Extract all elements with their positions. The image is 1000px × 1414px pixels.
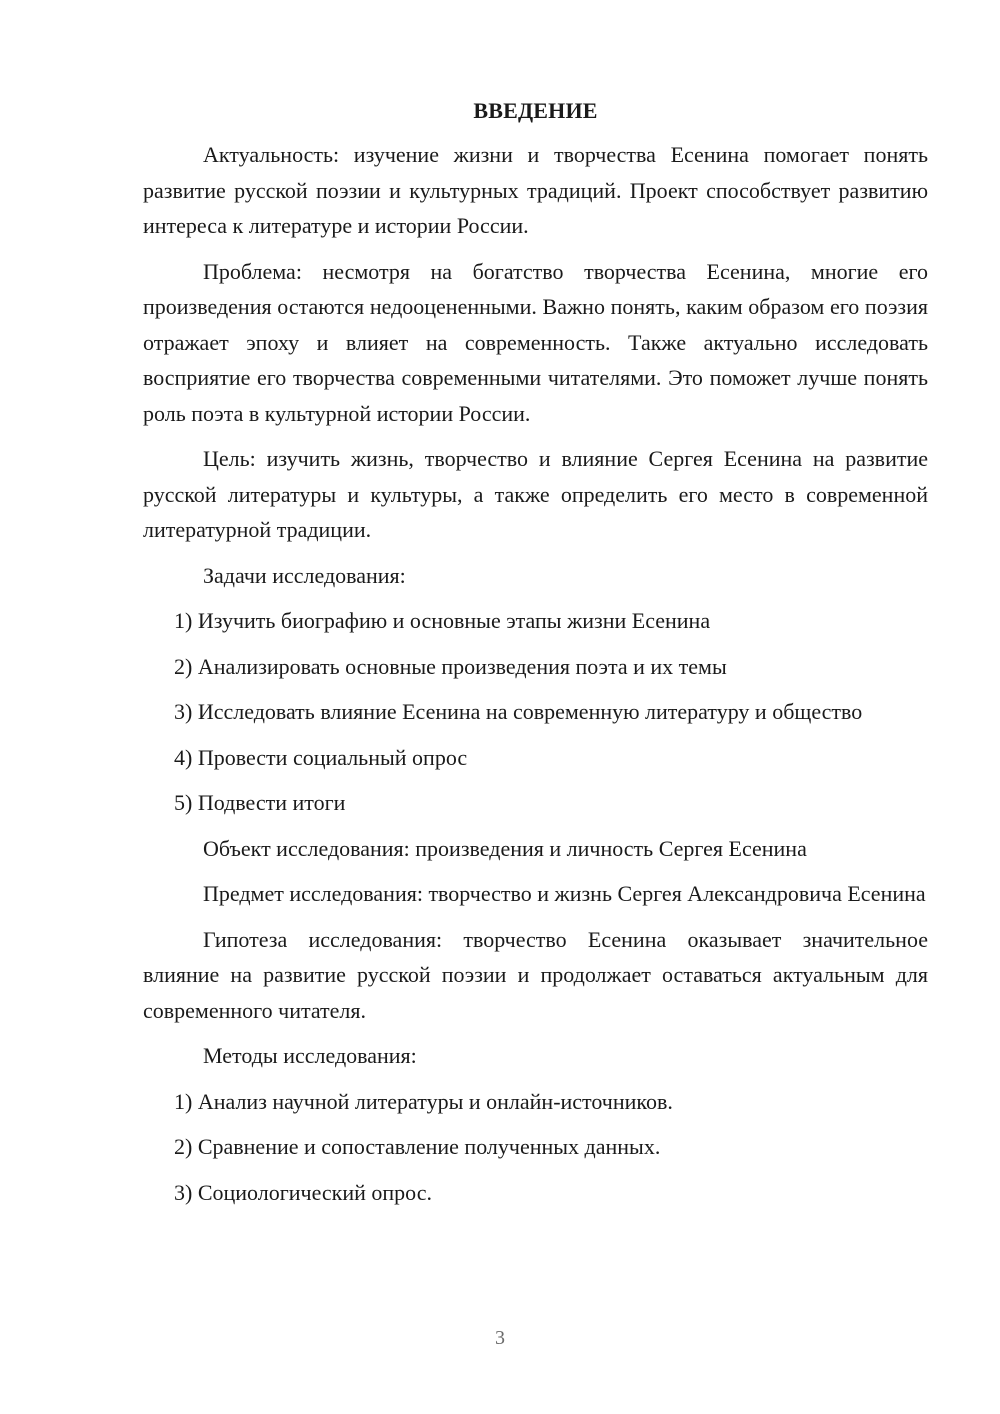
method-item: 1) Анализ научной литературы и онлайн-источников.	[174, 1088, 673, 1114]
object-paragraph: Объект исследования: произведения и личность Сергея Есенина	[203, 835, 807, 861]
tasks-heading: Задачи исследования:	[203, 562, 406, 588]
methods-heading: Методы исследования:	[203, 1043, 417, 1068]
goal-paragraph: Цель: изучить жизнь, творчество и влияние Сергея Есенина на развитие русской литературы и культуры, а также определить его место в современной литературной традиции.	[143, 446, 928, 542]
page-number: 3	[495, 1327, 505, 1349]
hypothesis-paragraph: Гипотеза исследования: творчество Есенина оказывает значительное влияние на развитие русской поэзии и продолжает оставаться актуальным для современного читателя.	[143, 926, 928, 1023]
task-item: 4) Провести социальный опрос	[174, 744, 468, 770]
problem-paragraph: Проблема: несмотря на богатство творчества Есенина, многие его произведения остаются недооцененными. Важно понять, каким образом его поэзия отражает эпоху и влияет на современность. Также актуально исследовать восприятие его творчества современными читателями. Это поможет лучше понять роль поэта в культурной истории России.	[143, 258, 928, 426]
page-title: ВВЕДЕНИЕ	[473, 98, 598, 123]
task-item: 2) Анализировать основные произведения поэта и их темы	[174, 653, 727, 679]
method-item: 2) Сравнение и сопоставление полученных данных.	[174, 1134, 661, 1159]
method-item: 3) Социологический опрос.	[174, 1179, 432, 1205]
document-page	[143, 96, 928, 1220]
task-item: 5) Подвести итоги	[174, 790, 346, 815]
task-item: 3) Исследовать влияние Есенина на современную литературу и общество	[174, 699, 863, 724]
task-item: 1) Изучить биографию и основные этапы жизни Есенина	[174, 608, 711, 633]
subject-paragraph: Предмет исследования: творчество и жизнь Сергея Александровича Есенина	[203, 881, 926, 906]
relevance-paragraph: Актуальность: изучение жизни и творчества Есенина помогает понять развитие русской поэзии и культурных традиций. Проект способствует развитию интереса к литературе и истории России.	[143, 142, 928, 238]
